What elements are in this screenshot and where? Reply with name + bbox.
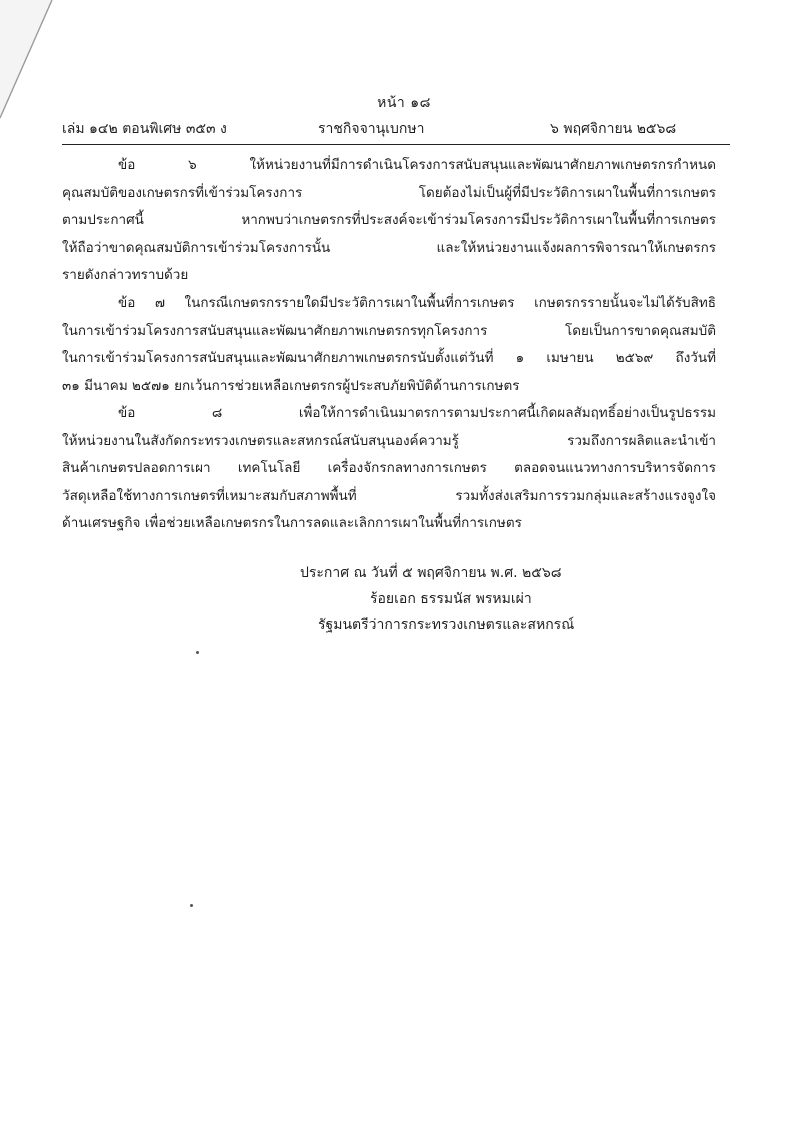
clause-line: ให้หน่วยงานในสังกัดกระทรวงเกษตรและสหกรณ์สนับสนุนองค์ความรู้ รวมถึงการผลิตและนำเข้า xyxy=(62,432,716,449)
clause-line: ๓๑ มีนาคม ๒๕๗๑ ยกเว้นการช่วยเหลือเกษตรกรผู้ประสบภัยพิบัติด้านการเกษตร xyxy=(62,377,520,394)
clause-8 xyxy=(62,400,716,538)
clause-line: ตามประกาศนี้ หากพบว่าเกษตรกรที่ประสงค์จะเข้าร่วมโครงการมีประวัติการเผาในพื้นที่การเกษตร xyxy=(62,212,716,229)
signature-block xyxy=(300,560,640,638)
clause-line: ข้อ ๗ ในกรณีเกษตรกรรายใดมีประวัติการเผาในพื้นที่การเกษตร เกษตรกรรายนั้นจะไม่ได้รับสิทธิ xyxy=(118,295,716,311)
clause-line: วัสดุเหลือใช้ทางการเกษตรที่เหมาะสมกับสภาพพื้นที่ รวมทั้งส่งเสริมการรวมกลุ่มและสร้างแรงจูงใจ xyxy=(62,487,716,504)
gazette-name: ราชกิจจานุเบกษา xyxy=(318,121,425,137)
clause-line: ให้ถือว่าขาดคุณสมบัติการเข้าร่วมโครงการนั้น และให้หน่วยงานแจ้งผลการพิจารณาให้เกษตรกร xyxy=(62,239,716,256)
scan-corner-shadow xyxy=(0,0,60,130)
page-number: หน้า ๑๘ xyxy=(377,95,431,111)
clause-line: ในการเข้าร่วมโครงการสนับสนุนและพัฒนาศักยภาพเกษตรกรทุกโครงการ โดยเป็นการขาดคุณสมบัติ xyxy=(62,322,716,339)
publication-date: ๖ พฤศจิกายน ๒๕๖๘ xyxy=(550,121,677,137)
clause-line: สินค้าเกษตรปลอดการเผา เทคโนโลยี เครื่องจักรกลทางการเกษตร ตลอดจนแนวทางการบริหารจัดการ xyxy=(62,460,716,477)
clause-line: ข้อ ๘ เพื่อให้การดำเนินมาตรการตามประกาศนี้เกิดผลสัมฤทธิ์อย่างเป็นรูปธรรม xyxy=(118,405,716,421)
header-divider xyxy=(62,144,730,145)
clause-line: คุณสมบัติของเกษตรกรที่เข้าร่วมโครงการ โดยต้องไม่เป็นผู้ที่มีประวัติการเผาในพื้นที่การเกษตร xyxy=(62,184,716,201)
scan-speck xyxy=(196,651,199,654)
clause-line: รายดังกล่าวทราบด้วย xyxy=(62,267,189,284)
scan-speck xyxy=(190,904,193,907)
clause-line: ข้อ ๖ ให้หน่วยงานที่มีการดำเนินโครงการสนับสนุนและพัฒนาศักยภาพเกษตรกรกำหนด xyxy=(118,157,716,173)
announcement-date: ประกาศ ณ วันที่ ๕ พฤศจิกายน พ.ศ. ๒๕๖๘ xyxy=(300,565,562,581)
clause-6 xyxy=(62,152,716,290)
signatory-name: ร้อยเอก ธรรมนัส พรหมเผ่า xyxy=(370,591,532,607)
clause-7 xyxy=(62,290,716,400)
clause-line: ด้านเศรษฐกิจ เพื่อช่วยเหลือเกษตรกรในการลดและเลิกการเผาในพื้นที่การเกษตร xyxy=(62,515,522,532)
volume-issue: เล่ม ๑๔๒ ตอนพิเศษ ๓๕๓ ง xyxy=(62,121,227,137)
signatory-position: รัฐมนตรีว่าการกระทรวงเกษตรและสหกรณ์ xyxy=(318,617,575,633)
clause-line: ในการเข้าร่วมโครงการสนับสนุนและพัฒนาศักยภาพเกษตรกรนับตั้งแต่วันที่ ๑ เมษายน ๒๕๖๙ ถึงวันที่ xyxy=(62,350,716,367)
